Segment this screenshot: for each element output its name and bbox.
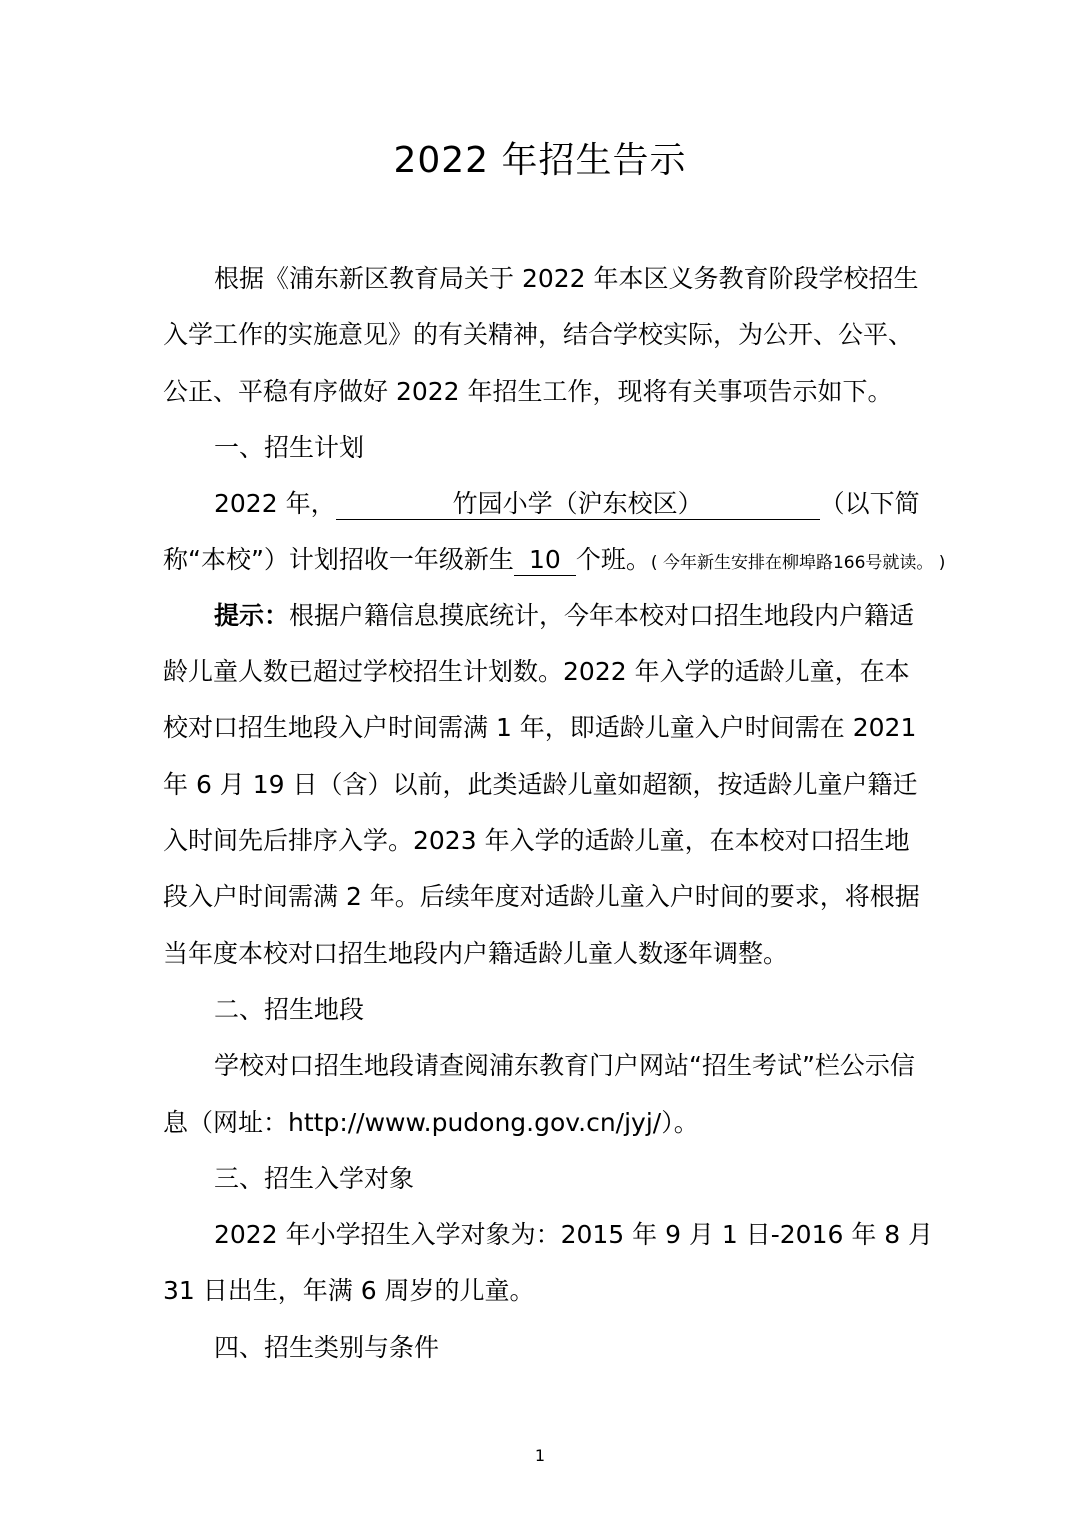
tip-line: 段入户时间需满 2 年。后续年度对适龄儿童入户时间的要求，将根据 (163, 882, 920, 911)
plan-line-2 (163, 543, 963, 580)
tip-line: 入时间先后排序入学。2023 年入学的适龄儿童，在本校对口招生地 (163, 826, 910, 855)
plan-line-1 (214, 487, 974, 521)
district-line: 学校对口招生地段请查阅浦东教育门户网站“招生考试”栏公示信 (214, 1051, 915, 1080)
school-name-field: 竹园小学（沪东校区） (336, 489, 820, 520)
plan-line-2-suffix: 个班。 (575, 545, 651, 574)
section-heading-district: 二、招生地段 (214, 995, 365, 1024)
tip-line: 年 6 月 19 日（含）以前，此类适龄儿童如超额，按适龄儿童户籍迁 (163, 770, 918, 799)
intro-line: 入学工作的实施意见》的有关精神，结合学校实际，为公开、公平、 (163, 320, 914, 349)
document-title: 2022 年招生告示 (393, 140, 687, 181)
section-heading-plan: 一、招生计划 (214, 433, 365, 462)
eligibility-line: 2022 年小学招生入学对象为：2015 年 9 月 1 日-2016 年 8 月 (214, 1220, 934, 1249)
section-heading-categories: 四、招生类别与条件 (214, 1333, 440, 1362)
tip-label: 提示： (214, 601, 290, 630)
district-line: 息（网址：http://www.pudong.gov.cn/jyj/）。 (163, 1108, 699, 1137)
class-count-field: 10 (514, 545, 576, 576)
plan-line-2-prefix: 称“本校”）计划招收一年级新生 (163, 545, 514, 574)
location-note: ( 今年新生安排在柳埠路166号就读。 ) (650, 553, 946, 573)
plan-line-1-prefix: 2022 年， (214, 489, 336, 518)
eligibility-line: 31 日出生，年满 6 周岁的儿童。 (163, 1276, 535, 1305)
tip-text: 根据户籍信息摸底统计，今年本校对口招生地段内户籍适 (289, 601, 915, 630)
tip-line: 龄儿童人数已超过学校招生计划数。2022 年入学的适龄儿童，在本 (163, 657, 910, 686)
section-heading-eligibility: 三、招生入学对象 (214, 1164, 415, 1193)
tip-line: 校对口招生地段入户时间需满 1 年，即适龄儿童入户时间需在 2021 (163, 713, 917, 742)
intro-line: 公正、平稳有序做好 2022 年招生工作，现将有关事项告示如下。 (163, 377, 893, 406)
plan-line-1-suffix: （以下简 (819, 489, 920, 518)
intro-line: 根据《浦东新区教育局关于 2022 年本区义务教育阶段学校招生 (214, 264, 919, 293)
tip-line (214, 599, 974, 633)
page-number: 1 (534, 1446, 546, 1465)
tip-line: 当年度本校对口招生地段内户籍适龄儿童人数逐年调整。 (163, 939, 789, 968)
